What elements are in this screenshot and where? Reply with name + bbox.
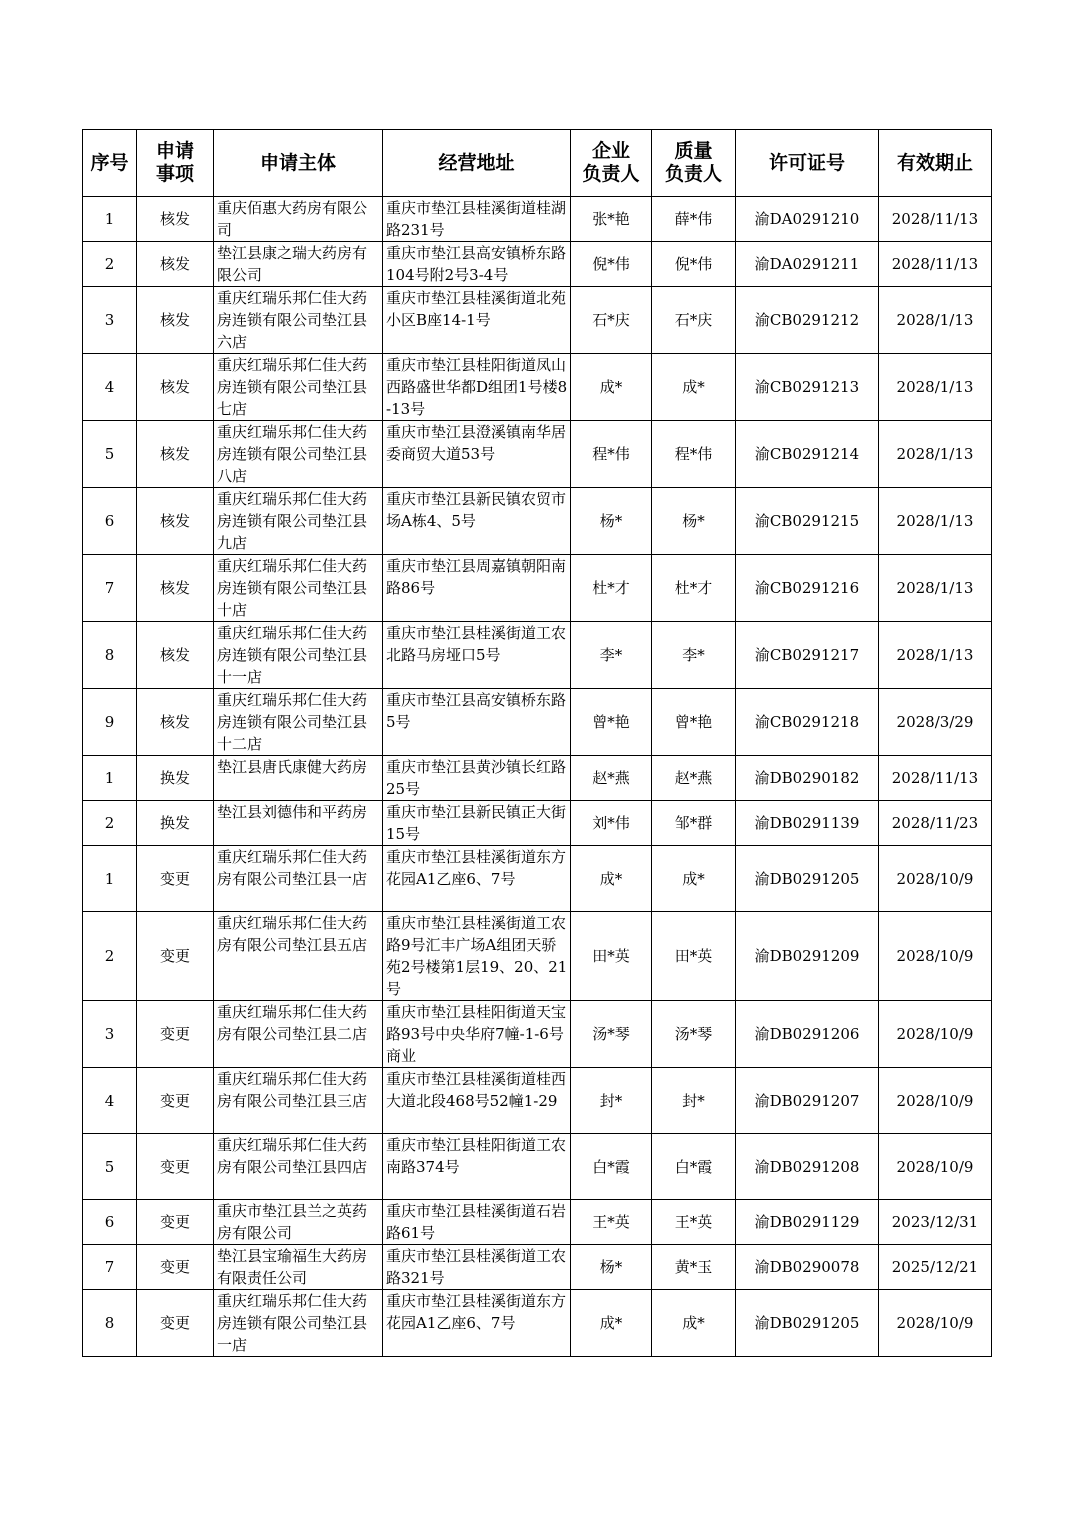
cell-application-type: 核发 [137, 197, 214, 242]
cell-applicant: 重庆红瑞乐邦仁佳大药房连锁有限公司垫江县八店 [214, 421, 383, 488]
cell-applicant: 垫江县康之瑞大药房有限公司 [214, 242, 383, 287]
cell-quality-head: 薛*伟 [652, 197, 736, 242]
cell-quality-head: 田*英 [652, 912, 736, 1001]
table-row [83, 555, 992, 622]
cell-serial: 4 [83, 354, 137, 421]
cell-applicant: 垫江县唐氏康健大药房 [214, 756, 383, 801]
cell-application-type: 核发 [137, 488, 214, 555]
cell-address: 重庆市垫江县周嘉镇朝阳南路86号 [383, 555, 571, 622]
table-row [83, 1068, 992, 1134]
cell-address: 重庆市垫江县桂溪街道工农路321号 [383, 1245, 571, 1290]
cell-application-type: 核发 [137, 555, 214, 622]
cell-applicant: 重庆红瑞乐邦仁佳大药房连锁有限公司垫江县十二店 [214, 689, 383, 756]
cell-license-number: 渝DB0291129 [736, 1200, 879, 1245]
license-table [82, 129, 992, 1357]
cell-application-type: 变更 [137, 1134, 214, 1200]
cell-applicant: 重庆红瑞乐邦仁佳大药房连锁有限公司垫江县七店 [214, 354, 383, 421]
table-row [83, 488, 992, 555]
table-row [83, 197, 992, 242]
cell-address: 重庆市垫江县桂溪街道北苑小区B座14-1号 [383, 287, 571, 354]
cell-valid-until: 2028/11/13 [879, 756, 992, 801]
cell-application-type: 换发 [137, 756, 214, 801]
cell-applicant: 重庆红瑞乐邦仁佳大药房连锁有限公司垫江县一店 [214, 1290, 383, 1357]
cell-applicant: 重庆红瑞乐邦仁佳大药房有限公司垫江县五店 [214, 912, 383, 1001]
table-row [83, 354, 992, 421]
table-row [83, 242, 992, 287]
cell-serial: 8 [83, 622, 137, 689]
cell-quality-head: 王*英 [652, 1200, 736, 1245]
cell-serial: 2 [83, 912, 137, 1001]
header-applicant: 申请主体 [214, 130, 383, 197]
cell-license-number: 渝DB0291206 [736, 1001, 879, 1068]
cell-address: 重庆市垫江县桂溪街道桂湖路231号 [383, 197, 571, 242]
cell-applicant: 重庆红瑞乐邦仁佳大药房连锁有限公司垫江县六店 [214, 287, 383, 354]
license-table-container [82, 129, 991, 1357]
cell-serial: 2 [83, 242, 137, 287]
cell-quality-head: 黄*玉 [652, 1245, 736, 1290]
table-row [83, 912, 992, 1001]
cell-address: 重庆市垫江县澄溪镇南华居委商贸大道53号 [383, 421, 571, 488]
table-row [83, 1290, 992, 1357]
cell-application-type: 变更 [137, 1290, 214, 1357]
cell-quality-head: 杨* [652, 488, 736, 555]
cell-applicant: 重庆红瑞乐邦仁佳大药房有限公司垫江县二店 [214, 1001, 383, 1068]
cell-license-number: 渝DB0290182 [736, 756, 879, 801]
cell-quality-head: 赵*燕 [652, 756, 736, 801]
cell-serial: 7 [83, 1245, 137, 1290]
header-serial: 序号 [83, 130, 137, 197]
cell-applicant: 重庆红瑞乐邦仁佳大药房有限公司垫江县四店 [214, 1134, 383, 1200]
cell-valid-until: 2028/3/29 [879, 689, 992, 756]
cell-license-number: 渝DA0291210 [736, 197, 879, 242]
cell-address: 重庆市垫江县桂溪街道东方花园A1乙座6、7号 [383, 846, 571, 912]
cell-quality-head: 程*伟 [652, 421, 736, 488]
cell-valid-until: 2028/11/13 [879, 242, 992, 287]
table-row [83, 1001, 992, 1068]
cell-quality-head: 石*庆 [652, 287, 736, 354]
cell-license-number: 渝CB0291218 [736, 689, 879, 756]
cell-license-number: 渝DA0291211 [736, 242, 879, 287]
cell-application-type: 变更 [137, 846, 214, 912]
cell-applicant: 重庆市垫江县兰之英药房有限公司 [214, 1200, 383, 1245]
cell-application-type: 核发 [137, 622, 214, 689]
cell-valid-until: 2028/1/13 [879, 421, 992, 488]
cell-quality-head: 成* [652, 354, 736, 421]
table-row [83, 421, 992, 488]
cell-quality-head: 成* [652, 1290, 736, 1357]
cell-application-type: 变更 [137, 912, 214, 1001]
cell-license-number: 渝DB0290078 [736, 1245, 879, 1290]
cell-application-type: 核发 [137, 287, 214, 354]
table-row [83, 1134, 992, 1200]
cell-application-type: 变更 [137, 1200, 214, 1245]
cell-license-number: 渝CB0291212 [736, 287, 879, 354]
cell-application-type: 变更 [137, 1068, 214, 1134]
header-company-head: 企业 负责人 [571, 130, 652, 197]
cell-applicant: 重庆红瑞乐邦仁佳大药房有限公司垫江县三店 [214, 1068, 383, 1134]
table-row [83, 622, 992, 689]
cell-license-number: 渝DB0291205 [736, 846, 879, 912]
cell-address: 重庆市垫江县桂阳街道凤山西路盛世华都D组团1号楼8-13号 [383, 354, 571, 421]
cell-address: 重庆市垫江县高安镇桥东路104号附2号3-4号 [383, 242, 571, 287]
cell-quality-head: 曾*艳 [652, 689, 736, 756]
cell-application-type: 变更 [137, 1001, 214, 1068]
cell-company-head: 汤*琴 [571, 1001, 652, 1068]
table-row [83, 689, 992, 756]
cell-company-head: 成* [571, 354, 652, 421]
cell-company-head: 成* [571, 1290, 652, 1357]
cell-license-number: 渝DB0291207 [736, 1068, 879, 1134]
cell-serial: 7 [83, 555, 137, 622]
cell-applicant: 重庆红瑞乐邦仁佳大药房连锁有限公司垫江县十店 [214, 555, 383, 622]
cell-serial: 1 [83, 846, 137, 912]
cell-company-head: 李* [571, 622, 652, 689]
cell-address: 重庆市垫江县桂阳街道工农南路374号 [383, 1134, 571, 1200]
cell-application-type: 变更 [137, 1245, 214, 1290]
cell-company-head: 白*霞 [571, 1134, 652, 1200]
cell-valid-until: 2028/10/9 [879, 1134, 992, 1200]
cell-applicant: 垫江县宝瑜福生大药房有限责任公司 [214, 1245, 383, 1290]
cell-address: 重庆市垫江县黄沙镇长红路25号 [383, 756, 571, 801]
cell-company-head: 刘*伟 [571, 801, 652, 846]
cell-company-head: 封* [571, 1068, 652, 1134]
cell-application-type: 核发 [137, 354, 214, 421]
cell-valid-until: 2023/12/31 [879, 1200, 992, 1245]
table-row [83, 1200, 992, 1245]
cell-company-head: 王*英 [571, 1200, 652, 1245]
cell-serial: 2 [83, 801, 137, 846]
cell-address: 重庆市垫江县新民镇正大街15号 [383, 801, 571, 846]
cell-company-head: 田*英 [571, 912, 652, 1001]
cell-quality-head: 封* [652, 1068, 736, 1134]
cell-serial: 3 [83, 1001, 137, 1068]
cell-company-head: 赵*燕 [571, 756, 652, 801]
cell-quality-head: 成* [652, 846, 736, 912]
cell-serial: 3 [83, 287, 137, 354]
cell-application-type: 核发 [137, 689, 214, 756]
cell-applicant: 重庆红瑞乐邦仁佳大药房连锁有限公司垫江县九店 [214, 488, 383, 555]
cell-license-number: 渝DB0291205 [736, 1290, 879, 1357]
cell-license-number: 渝DB0291208 [736, 1134, 879, 1200]
header-application-type: 申请 事项 [137, 130, 214, 197]
cell-applicant: 垫江县刘德伟和平药房 [214, 801, 383, 846]
table-row [83, 287, 992, 354]
cell-license-number: 渝CB0291215 [736, 488, 879, 555]
cell-address: 重庆市垫江县桂溪街道桂西大道北段468号52幢1-29 [383, 1068, 571, 1134]
cell-license-number: 渝CB0291217 [736, 622, 879, 689]
cell-company-head: 杨* [571, 1245, 652, 1290]
header-valid-until: 有效期止 [879, 130, 992, 197]
cell-address: 重庆市垫江县高安镇桥东路5号 [383, 689, 571, 756]
header-business-address: 经营地址 [383, 130, 571, 197]
cell-serial: 6 [83, 1200, 137, 1245]
cell-serial: 9 [83, 689, 137, 756]
cell-address: 重庆市垫江县桂阳街道天宝路93号中央华府7幢-1-6号商业 [383, 1001, 571, 1068]
cell-valid-until: 2025/12/21 [879, 1245, 992, 1290]
table-header-row [83, 130, 992, 197]
cell-serial: 8 [83, 1290, 137, 1357]
cell-company-head: 倪*伟 [571, 242, 652, 287]
cell-valid-until: 2028/1/13 [879, 622, 992, 689]
cell-license-number: 渝DB0291139 [736, 801, 879, 846]
cell-valid-until: 2028/1/13 [879, 488, 992, 555]
header-license-number: 许可证号 [736, 130, 879, 197]
table-body [83, 197, 992, 1357]
cell-serial: 1 [83, 197, 137, 242]
cell-serial: 5 [83, 421, 137, 488]
cell-quality-head: 杜*才 [652, 555, 736, 622]
cell-serial: 6 [83, 488, 137, 555]
cell-quality-head: 李* [652, 622, 736, 689]
cell-valid-until: 2028/10/9 [879, 846, 992, 912]
cell-license-number: 渝CB0291214 [736, 421, 879, 488]
cell-application-type: 换发 [137, 801, 214, 846]
cell-quality-head: 倪*伟 [652, 242, 736, 287]
cell-serial: 1 [83, 756, 137, 801]
cell-company-head: 程*伟 [571, 421, 652, 488]
cell-address: 重庆市垫江县桂溪街道石岩路61号 [383, 1200, 571, 1245]
cell-serial: 4 [83, 1068, 137, 1134]
cell-valid-until: 2028/11/23 [879, 801, 992, 846]
cell-company-head: 成* [571, 846, 652, 912]
cell-license-number: 渝DB0291209 [736, 912, 879, 1001]
cell-quality-head: 邹*群 [652, 801, 736, 846]
cell-valid-until: 2028/1/13 [879, 555, 992, 622]
cell-company-head: 石*庆 [571, 287, 652, 354]
cell-address: 重庆市垫江县新民镇农贸市场A栋4、5号 [383, 488, 571, 555]
cell-quality-head: 白*霞 [652, 1134, 736, 1200]
table-row [83, 1245, 992, 1290]
cell-company-head: 曾*艳 [571, 689, 652, 756]
cell-serial: 5 [83, 1134, 137, 1200]
cell-address: 重庆市垫江县桂溪街道工农北路马房垭口5号 [383, 622, 571, 689]
cell-valid-until: 2028/10/9 [879, 912, 992, 1001]
cell-application-type: 核发 [137, 242, 214, 287]
cell-company-head: 杨* [571, 488, 652, 555]
cell-quality-head: 汤*琴 [652, 1001, 736, 1068]
cell-valid-until: 2028/1/13 [879, 354, 992, 421]
cell-applicant: 重庆佰惠大药房有限公司 [214, 197, 383, 242]
cell-valid-until: 2028/1/13 [879, 287, 992, 354]
cell-address: 重庆市垫江县桂溪街道东方花园A1乙座6、7号 [383, 1290, 571, 1357]
cell-address: 重庆市垫江县桂溪街道工农路9号汇丰广场A组团天骄苑2号楼第1层19、20、21号 [383, 912, 571, 1001]
cell-application-type: 核发 [137, 421, 214, 488]
table-row [83, 801, 992, 846]
table-row [83, 846, 992, 912]
cell-company-head: 杜*才 [571, 555, 652, 622]
table-row [83, 756, 992, 801]
cell-valid-until: 2028/10/9 [879, 1068, 992, 1134]
cell-license-number: 渝CB0291216 [736, 555, 879, 622]
cell-license-number: 渝CB0291213 [736, 354, 879, 421]
cell-valid-until: 2028/11/13 [879, 197, 992, 242]
cell-valid-until: 2028/10/9 [879, 1290, 992, 1357]
cell-applicant: 重庆红瑞乐邦仁佳大药房连锁有限公司垫江县十一店 [214, 622, 383, 689]
cell-valid-until: 2028/10/9 [879, 1001, 992, 1068]
cell-applicant: 重庆红瑞乐邦仁佳大药房有限公司垫江县一店 [214, 846, 383, 912]
header-quality-head: 质量 负责人 [652, 130, 736, 197]
cell-company-head: 张*艳 [571, 197, 652, 242]
